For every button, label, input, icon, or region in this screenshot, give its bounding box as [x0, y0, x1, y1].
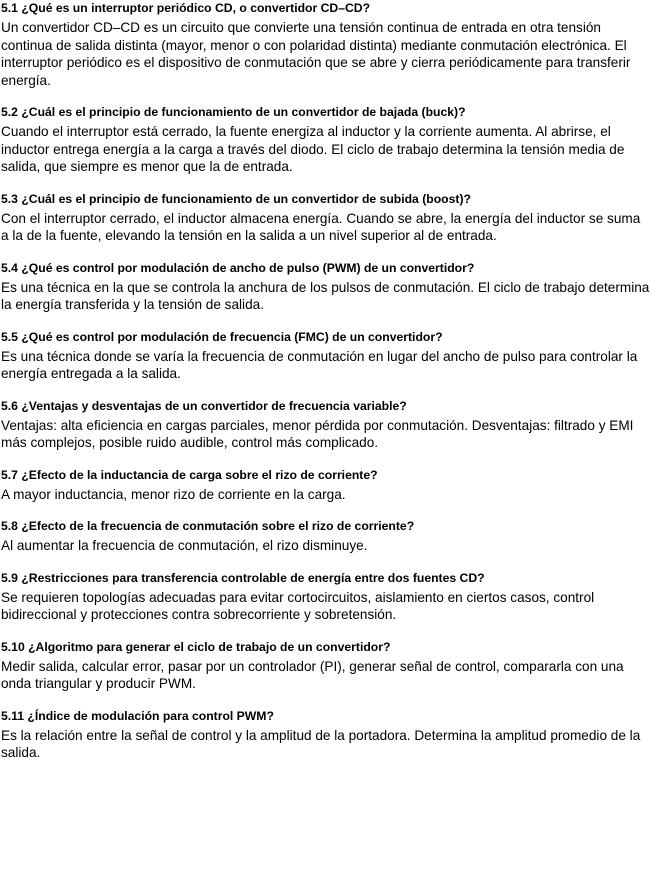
answer-paragraph: Al aumentar la frecuencia de conmutación, el rizo disminuye. — [1, 538, 368, 553]
section-5-10 — [1, 639, 651, 693]
answer-paragraph: Con el interruptor cerrado, el inductor almacena energía. Cuando se abre, la energía del inductor se suma a la de la fuente, elevando la tensión en la salida a un nivel superior al de entrada. — [1, 210, 641, 243]
question-heading: 5.2 ¿Cuál es el principio de funcionamiento de un convertidor de bajada (buck)? — [1, 105, 466, 119]
question-heading: 5.3 ¿Cuál es el principio de funcionamiento de un convertidor de subida (boost)? — [1, 191, 471, 206]
section-5-3 — [1, 191, 651, 245]
question-heading: 5.5 ¿Qué es control por modulación de frecuencia (FMC) de un convertidor? — [1, 329, 443, 344]
answer-paragraph: Medir salida, calcular error, pasar por un controlador (PI), generar señal de control, compararla con una onda triangular y producir PWM. — [1, 658, 624, 691]
answer-paragraph: Ventajas: alta eficiencia en cargas parciales, menor pérdida por conmutación. Desventajas: filtrado y EMI más complejos, posible ruido audible, control más complicado. — [1, 417, 634, 450]
question-heading: 5.4 ¿Qué es control por modulación de ancho de pulso (PWM) de un convertidor? — [1, 260, 475, 275]
section-5-5 — [1, 329, 651, 383]
section-5-8 — [1, 518, 651, 555]
answer-paragraph: Se requieren topologías adecuadas para evitar cortocircuitos, aislamiento en ciertos casos, control bidireccional y protecciones contra sobrecorriente y sobretensión. — [1, 589, 595, 622]
section-5-6 — [1, 398, 651, 452]
section-5-2 — [1, 104, 651, 176]
section-5-11 — [1, 708, 651, 762]
answer-paragraph: Un convertidor CD–CD es un circuito que convierte una tensión continua de entrada en otra tensión continua de salida distinta (mayor, menor o con polaridad distinta) mediante conmutación electrónica. El interruptor periódico es el dispositivo de conmutación que se abre y cierra periódicamente para transferir energía. — [1, 20, 631, 88]
answer-paragraph: Es una técnica en la que se controla la anchura de los pulsos de conmutación. El ciclo de trabajo determina la energía transferida y la tensión de salida. — [1, 279, 650, 312]
question-heading: 5.8 ¿Efecto de la frecuencia de conmutación sobre el rizo de corriente? — [1, 519, 415, 533]
question-heading: 5.7 ¿Efecto de la inductancia de carga sobre el rizo de corriente? — [1, 467, 378, 482]
question-heading: 5.6 ¿Ventajas y desventajas de un convertidor de frecuencia variable? — [1, 398, 407, 413]
answer-paragraph: A mayor inductancia, menor rizo de corriente en la carga. — [1, 486, 346, 502]
answer-paragraph: Es una técnica donde se varía la frecuencia de conmutación en lugar del ancho de pulso para controlar la energía entregada a la salida. — [1, 348, 638, 381]
section-5-9 — [1, 570, 651, 624]
section-5-7 — [1, 467, 651, 504]
section-5-1 — [1, 0, 651, 89]
question-heading: 5.10 ¿Algoritmo para generar el ciclo de trabajo de un convertidor? — [1, 639, 391, 654]
question-heading: 5.9 ¿Restricciones para transferencia controlable de energía entre dos fuentes CD? — [1, 570, 485, 585]
section-5-4 — [1, 260, 651, 314]
question-heading: 5.11 ¿Índice de modulación para control PWM? — [1, 708, 274, 723]
question-heading: 5.1 ¿Qué es un interruptor periódico CD, o convertidor CD–CD? — [1, 1, 371, 15]
answer-paragraph: Es la relación entre la señal de control y la amplitud de la portadora. Determina la amplitud promedio de la salida. — [1, 727, 641, 760]
answer-paragraph: Cuando el interruptor está cerrado, la fuente energiza al inductor y la corriente aumenta. Al abrirse, el inductor entrega energía a la carga a través del diodo. El ciclo de trabajo determina la tensión media de salida, que siempre es menor que la de entrada. — [1, 124, 625, 174]
